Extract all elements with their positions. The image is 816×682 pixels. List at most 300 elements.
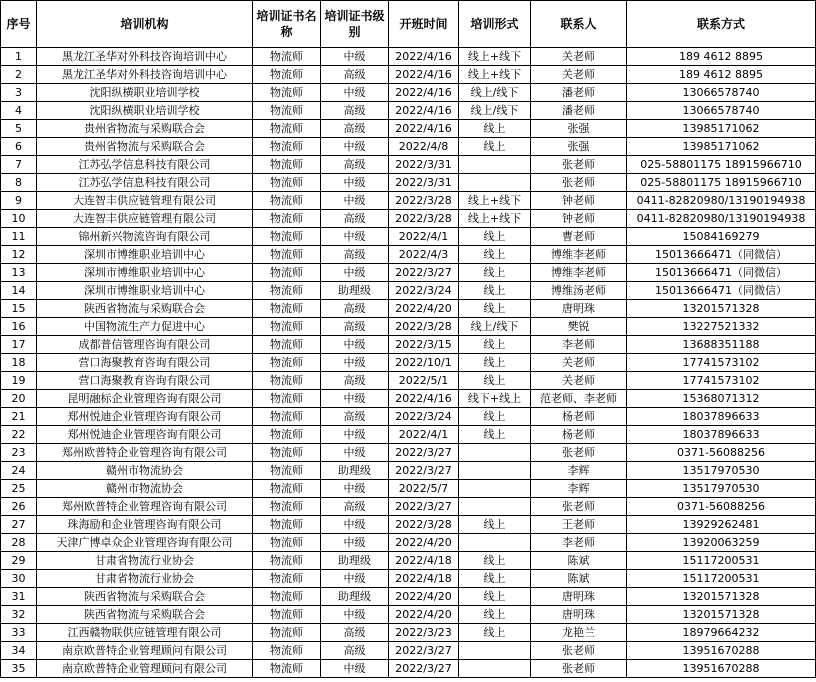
cell-no: 28 xyxy=(1,534,37,552)
cell-cert-name: 物流师 xyxy=(253,570,321,588)
cell-cert-name: 物流师 xyxy=(253,624,321,642)
cell-cert-level: 高级 xyxy=(321,642,389,660)
cell-no: 9 xyxy=(1,192,37,210)
table-row xyxy=(1,282,816,300)
cell-cert-name: 物流师 xyxy=(253,66,321,84)
cell-format: 线上 xyxy=(459,228,531,246)
table-row xyxy=(1,642,816,660)
cell-start-time: 2022/3/24 xyxy=(389,282,459,300)
cell-org: 深圳市博维职业培训中心 xyxy=(37,282,253,300)
cell-format: 线下+线上 xyxy=(459,390,531,408)
table-row xyxy=(1,552,816,570)
cell-start-time: 2022/3/31 xyxy=(389,156,459,174)
cell-contact: 陈斌 xyxy=(531,570,627,588)
cell-cert-name: 物流师 xyxy=(253,138,321,156)
cell-cert-name: 物流师 xyxy=(253,336,321,354)
cell-format: 线上 xyxy=(459,606,531,624)
cell-format: 线上 xyxy=(459,282,531,300)
cell-cert-name: 物流师 xyxy=(253,246,321,264)
cell-format: 线上/线下 xyxy=(459,318,531,336)
cell-phone: 13066578740 xyxy=(627,102,816,120)
cell-org: 贵州省物流与采购联合会 xyxy=(37,138,253,156)
cell-contact: 张老师 xyxy=(531,498,627,516)
cell-start-time: 2022/4/16 xyxy=(389,66,459,84)
cell-no: 34 xyxy=(1,642,37,660)
cell-cert-level: 高级 xyxy=(321,498,389,516)
cell-cert-level: 中级 xyxy=(321,444,389,462)
cell-org: 大连智丰供应链管理有限公司 xyxy=(37,192,253,210)
cell-org: 黑龙江圣华对外科技咨询培训中心 xyxy=(37,66,253,84)
cell-phone: 15084169279 xyxy=(627,228,816,246)
cell-cert-level: 高级 xyxy=(321,156,389,174)
cell-format: 线上+线下 xyxy=(459,192,531,210)
table-row xyxy=(1,480,816,498)
cell-contact: 曹老师 xyxy=(531,228,627,246)
cell-cert-name: 物流师 xyxy=(253,120,321,138)
cell-org: 江苏弘学信息科技有限公司 xyxy=(37,156,253,174)
cell-cert-level: 高级 xyxy=(321,102,389,120)
cell-no: 16 xyxy=(1,318,37,336)
cell-phone: 13920063259 xyxy=(627,534,816,552)
header-start-time: 开班时间 xyxy=(389,1,459,48)
cell-cert-name: 物流师 xyxy=(253,588,321,606)
cell-start-time: 2022/3/28 xyxy=(389,192,459,210)
cell-contact: 钟老师 xyxy=(531,210,627,228)
cell-contact: 博维李老师 xyxy=(531,246,627,264)
cell-no: 17 xyxy=(1,336,37,354)
cell-cert-level: 中级 xyxy=(321,516,389,534)
cell-start-time: 2022/5/1 xyxy=(389,372,459,390)
cell-format xyxy=(459,534,531,552)
cell-cert-name: 物流师 xyxy=(253,408,321,426)
cell-phone: 15117200531 xyxy=(627,552,816,570)
table-row xyxy=(1,300,816,318)
table-row xyxy=(1,606,816,624)
cell-format xyxy=(459,444,531,462)
cell-no: 2 xyxy=(1,66,37,84)
cell-cert-level: 中级 xyxy=(321,264,389,282)
cell-start-time: 2022/4/20 xyxy=(389,300,459,318)
cell-org: 沈阳纵横职业培训学校 xyxy=(37,84,253,102)
cell-start-time: 2022/4/16 xyxy=(389,102,459,120)
table-row xyxy=(1,66,816,84)
cell-cert-level: 高级 xyxy=(321,120,389,138)
cell-org: 大连智丰供应链管理有限公司 xyxy=(37,210,253,228)
cell-cert-name: 物流师 xyxy=(253,318,321,336)
cell-cert-level: 中级 xyxy=(321,426,389,444)
cell-no: 20 xyxy=(1,390,37,408)
cell-cert-name: 物流师 xyxy=(253,426,321,444)
cell-org: 郑州悦迪企业管理咨询有限公司 xyxy=(37,408,253,426)
table-row xyxy=(1,444,816,462)
table-row xyxy=(1,192,816,210)
cell-format: 线上 xyxy=(459,354,531,372)
cell-contact: 钟老师 xyxy=(531,192,627,210)
cell-format: 线上 xyxy=(459,516,531,534)
cell-contact: 王老师 xyxy=(531,516,627,534)
table-row xyxy=(1,588,816,606)
cell-contact: 李辉 xyxy=(531,462,627,480)
cell-phone: 13951670288 xyxy=(627,660,816,678)
cell-cert-level: 中级 xyxy=(321,390,389,408)
cell-contact: 张强 xyxy=(531,120,627,138)
table-row xyxy=(1,336,816,354)
cell-format: 线上 xyxy=(459,138,531,156)
cell-no: 23 xyxy=(1,444,37,462)
cell-cert-level: 助理级 xyxy=(321,282,389,300)
header-no: 序号 xyxy=(1,1,37,48)
cell-contact: 范老师、李老师 xyxy=(531,390,627,408)
cell-cert-level: 中级 xyxy=(321,480,389,498)
cell-cert-level: 中级 xyxy=(321,174,389,192)
cell-phone: 189 4612 8895 xyxy=(627,66,816,84)
cell-start-time: 2022/3/27 xyxy=(389,444,459,462)
cell-no: 30 xyxy=(1,570,37,588)
cell-format: 线上 xyxy=(459,552,531,570)
cell-no: 15 xyxy=(1,300,37,318)
cell-cert-level: 助理级 xyxy=(321,588,389,606)
cell-phone: 13517970530 xyxy=(627,480,816,498)
cell-contact: 李辉 xyxy=(531,480,627,498)
cell-no: 32 xyxy=(1,606,37,624)
cell-phone: 18037896633 xyxy=(627,426,816,444)
cell-format: 线上 xyxy=(459,426,531,444)
cell-format: 线上 xyxy=(459,264,531,282)
cell-org: 营口海聚教育咨询有限公司 xyxy=(37,372,253,390)
cell-contact: 张老师 xyxy=(531,642,627,660)
cell-contact: 杨老师 xyxy=(531,426,627,444)
cell-org: 成都普信管理咨询有限公司 xyxy=(37,336,253,354)
cell-no: 21 xyxy=(1,408,37,426)
cell-no: 31 xyxy=(1,588,37,606)
cell-no: 26 xyxy=(1,498,37,516)
cell-org: 郑州悦迪企业管理咨询有限公司 xyxy=(37,426,253,444)
cell-no: 29 xyxy=(1,552,37,570)
cell-format: 线上 xyxy=(459,570,531,588)
cell-no: 35 xyxy=(1,660,37,678)
cell-start-time: 2022/10/1 xyxy=(389,354,459,372)
cell-format: 线上 xyxy=(459,120,531,138)
cell-format: 线上 xyxy=(459,624,531,642)
cell-org: 江苏弘学信息科技有限公司 xyxy=(37,174,253,192)
cell-start-time: 2022/4/16 xyxy=(389,84,459,102)
cell-phone: 0371-56088256 xyxy=(627,498,816,516)
cell-phone: 13201571328 xyxy=(627,300,816,318)
cell-cert-level: 高级 xyxy=(321,210,389,228)
table-row xyxy=(1,570,816,588)
cell-cert-level: 中级 xyxy=(321,660,389,678)
cell-contact: 关老师 xyxy=(531,48,627,66)
cell-start-time: 2022/4/1 xyxy=(389,228,459,246)
cell-cert-level: 中级 xyxy=(321,138,389,156)
cell-phone: 15013666471（同微信） xyxy=(627,264,816,282)
cell-no: 11 xyxy=(1,228,37,246)
cell-no: 4 xyxy=(1,102,37,120)
table-row xyxy=(1,660,816,678)
table-row xyxy=(1,426,816,444)
cell-start-time: 2022/4/16 xyxy=(389,390,459,408)
cell-org: 江西赣物联供应链管理有限公司 xyxy=(37,624,253,642)
cell-cert-name: 物流师 xyxy=(253,282,321,300)
cell-phone: 13517970530 xyxy=(627,462,816,480)
cell-phone: 189 4612 8895 xyxy=(627,48,816,66)
cell-org: 营口海聚教育咨询有限公司 xyxy=(37,354,253,372)
cell-org: 赣州市物流协会 xyxy=(37,462,253,480)
cell-org: 贵州省物流与采购联合会 xyxy=(37,120,253,138)
cell-phone: 0371-56088256 xyxy=(627,444,816,462)
cell-start-time: 2022/5/7 xyxy=(389,480,459,498)
cell-cert-name: 物流师 xyxy=(253,264,321,282)
cell-no: 18 xyxy=(1,354,37,372)
cell-format: 线上/线下 xyxy=(459,102,531,120)
table-row xyxy=(1,624,816,642)
table-row xyxy=(1,174,816,192)
cell-no: 7 xyxy=(1,156,37,174)
cell-phone: 18979664232 xyxy=(627,624,816,642)
cell-phone: 13985171062 xyxy=(627,138,816,156)
cell-org: 锦州新兴物流咨询有限公司 xyxy=(37,228,253,246)
cell-phone: 0411-82820980/13190194938 xyxy=(627,192,816,210)
cell-cert-name: 物流师 xyxy=(253,48,321,66)
cell-format: 线上 xyxy=(459,408,531,426)
cell-cert-level: 中级 xyxy=(321,354,389,372)
cell-phone: 15013666471（同微信） xyxy=(627,282,816,300)
cell-cert-level: 中级 xyxy=(321,228,389,246)
cell-phone: 13688351188 xyxy=(627,336,816,354)
cell-cert-name: 物流师 xyxy=(253,642,321,660)
cell-start-time: 2022/3/15 xyxy=(389,336,459,354)
table-row xyxy=(1,534,816,552)
cell-contact: 张老师 xyxy=(531,156,627,174)
cell-cert-name: 物流师 xyxy=(253,210,321,228)
cell-phone: 0411-82820980/13190194938 xyxy=(627,210,816,228)
cell-start-time: 2022/3/28 xyxy=(389,318,459,336)
cell-contact: 唐明珠 xyxy=(531,606,627,624)
table-row xyxy=(1,102,816,120)
cell-cert-level: 高级 xyxy=(321,66,389,84)
cell-contact: 龙艳兰 xyxy=(531,624,627,642)
cell-org: 天津广博卓众企业管理咨询有限公司 xyxy=(37,534,253,552)
cell-no: 25 xyxy=(1,480,37,498)
cell-format: 线上 xyxy=(459,588,531,606)
cell-no: 10 xyxy=(1,210,37,228)
cell-no: 19 xyxy=(1,372,37,390)
cell-phone: 17741573102 xyxy=(627,354,816,372)
cell-no: 24 xyxy=(1,462,37,480)
cell-phone: 15117200531 xyxy=(627,570,816,588)
cell-org: 陕西省物流与采购联合会 xyxy=(37,588,253,606)
cell-org: 沈阳纵横职业培训学校 xyxy=(37,102,253,120)
cell-no: 8 xyxy=(1,174,37,192)
table-row xyxy=(1,264,816,282)
cell-contact: 陈斌 xyxy=(531,552,627,570)
cell-contact: 张老师 xyxy=(531,174,627,192)
cell-no: 33 xyxy=(1,624,37,642)
cell-contact: 张老师 xyxy=(531,660,627,678)
cell-contact: 张老师 xyxy=(531,444,627,462)
cell-cert-name: 物流师 xyxy=(253,102,321,120)
cell-cert-name: 物流师 xyxy=(253,354,321,372)
cell-phone: 17741573102 xyxy=(627,372,816,390)
cell-org: 陕西省物流与采购联合会 xyxy=(37,300,253,318)
table-row xyxy=(1,210,816,228)
cell-format xyxy=(459,480,531,498)
cell-org: 甘肃省物流行业协会 xyxy=(37,552,253,570)
cell-cert-level: 高级 xyxy=(321,318,389,336)
table-row xyxy=(1,462,816,480)
cell-format xyxy=(459,462,531,480)
cell-cert-level: 中级 xyxy=(321,84,389,102)
cell-start-time: 2022/3/24 xyxy=(389,408,459,426)
cell-cert-level: 高级 xyxy=(321,408,389,426)
cell-contact: 李老师 xyxy=(531,534,627,552)
cell-contact: 唐明珠 xyxy=(531,588,627,606)
cell-contact: 李老师 xyxy=(531,336,627,354)
header-org: 培训机构 xyxy=(37,1,253,48)
header-format: 培训形式 xyxy=(459,1,531,48)
cell-format: 线上+线下 xyxy=(459,48,531,66)
cell-start-time: 2022/4/20 xyxy=(389,534,459,552)
cell-format xyxy=(459,174,531,192)
cell-cert-level: 中级 xyxy=(321,606,389,624)
cell-org: 郑州欧普特企业管理咨询有限公司 xyxy=(37,498,253,516)
header-cert-level: 培训证书级别 xyxy=(321,1,389,48)
cell-start-time: 2022/3/28 xyxy=(389,210,459,228)
cell-start-time: 2022/4/20 xyxy=(389,606,459,624)
cell-cert-name: 物流师 xyxy=(253,390,321,408)
table-row xyxy=(1,408,816,426)
cell-start-time: 2022/3/28 xyxy=(389,516,459,534)
cell-org: 深圳市博维职业培训中心 xyxy=(37,264,253,282)
cell-contact: 关老师 xyxy=(531,372,627,390)
cell-contact: 张强 xyxy=(531,138,627,156)
cell-no: 22 xyxy=(1,426,37,444)
cell-format: 线上/线下 xyxy=(459,84,531,102)
cell-phone: 13929262481 xyxy=(627,516,816,534)
cell-org: 珠海励和企业管理咨询有限公司 xyxy=(37,516,253,534)
cell-cert-name: 物流师 xyxy=(253,192,321,210)
cell-cert-name: 物流师 xyxy=(253,372,321,390)
cell-format: 线上 xyxy=(459,336,531,354)
cell-cert-level: 高级 xyxy=(321,246,389,264)
cell-cert-name: 物流师 xyxy=(253,156,321,174)
cell-cert-name: 物流师 xyxy=(253,552,321,570)
cell-contact: 关老师 xyxy=(531,66,627,84)
cell-format: 线上+线下 xyxy=(459,210,531,228)
cell-contact: 博维汤老师 xyxy=(531,282,627,300)
cell-start-time: 2022/3/31 xyxy=(389,174,459,192)
cell-no: 12 xyxy=(1,246,37,264)
cell-start-time: 2022/3/27 xyxy=(389,264,459,282)
table-row xyxy=(1,84,816,102)
cell-cert-level: 中级 xyxy=(321,192,389,210)
cell-contact: 唐明珠 xyxy=(531,300,627,318)
table-row xyxy=(1,354,816,372)
cell-phone: 15013666471（同微信） xyxy=(627,246,816,264)
cell-cert-name: 物流师 xyxy=(253,444,321,462)
table-row xyxy=(1,498,816,516)
cell-cert-name: 物流师 xyxy=(253,174,321,192)
cell-start-time: 2022/3/27 xyxy=(389,462,459,480)
cell-org: 中国物流生产力促进中心 xyxy=(37,318,253,336)
cell-phone: 13201571328 xyxy=(627,606,816,624)
cell-no: 27 xyxy=(1,516,37,534)
table-row xyxy=(1,120,816,138)
table-row xyxy=(1,390,816,408)
table-row xyxy=(1,318,816,336)
cell-cert-name: 物流师 xyxy=(253,516,321,534)
cell-org: 甘肃省物流行业协会 xyxy=(37,570,253,588)
cell-format xyxy=(459,156,531,174)
cell-no: 14 xyxy=(1,282,37,300)
cell-cert-level: 高级 xyxy=(321,624,389,642)
cell-start-time: 2022/4/20 xyxy=(389,588,459,606)
cell-format xyxy=(459,660,531,678)
cell-cert-name: 物流师 xyxy=(253,84,321,102)
cell-start-time: 2022/3/27 xyxy=(389,498,459,516)
cell-phone: 025-58801175 18915966710 xyxy=(627,156,816,174)
cell-cert-level: 中级 xyxy=(321,534,389,552)
cell-contact: 樊锐 xyxy=(531,318,627,336)
cell-format: 线上 xyxy=(459,246,531,264)
cell-start-time: 2022/4/8 xyxy=(389,138,459,156)
cell-org: 陕西省物流与采购联合会 xyxy=(37,606,253,624)
cell-cert-name: 物流师 xyxy=(253,228,321,246)
cell-org: 深圳市博维职业培训中心 xyxy=(37,246,253,264)
cell-contact: 潘老师 xyxy=(531,102,627,120)
cell-format xyxy=(459,642,531,660)
cell-cert-level: 中级 xyxy=(321,570,389,588)
cell-format: 线上 xyxy=(459,372,531,390)
cell-cert-name: 物流师 xyxy=(253,498,321,516)
table-row xyxy=(1,48,816,66)
cell-cert-name: 物流师 xyxy=(253,462,321,480)
cell-no: 1 xyxy=(1,48,37,66)
cell-phone: 15368071312 xyxy=(627,390,816,408)
table-row xyxy=(1,156,816,174)
cell-phone: 18037896633 xyxy=(627,408,816,426)
cell-contact: 杨老师 xyxy=(531,408,627,426)
cell-phone: 13985171062 xyxy=(627,120,816,138)
cell-cert-level: 助理级 xyxy=(321,552,389,570)
cell-phone: 13951670288 xyxy=(627,642,816,660)
cell-cert-name: 物流师 xyxy=(253,480,321,498)
cell-start-time: 2022/4/18 xyxy=(389,552,459,570)
header-contact: 联系人 xyxy=(531,1,627,48)
cell-no: 6 xyxy=(1,138,37,156)
table-row xyxy=(1,516,816,534)
cell-format xyxy=(459,498,531,516)
cell-cert-name: 物流师 xyxy=(253,660,321,678)
cell-org: 昆明融标企业管理咨询有限公司 xyxy=(37,390,253,408)
cell-no: 5 xyxy=(1,120,37,138)
cell-cert-level: 助理级 xyxy=(321,462,389,480)
cell-org: 南京欧普特企业管理顾问有限公司 xyxy=(37,660,253,678)
cell-start-time: 2022/4/1 xyxy=(389,426,459,444)
cell-format: 线上 xyxy=(459,300,531,318)
header-row xyxy=(1,1,816,48)
cell-start-time: 2022/4/16 xyxy=(389,120,459,138)
table-row xyxy=(1,246,816,264)
cell-org: 郑州欧普特企业管理咨询有限公司 xyxy=(37,444,253,462)
cell-cert-level: 高级 xyxy=(321,372,389,390)
cell-cert-name: 物流师 xyxy=(253,300,321,318)
cell-contact: 博维李老师 xyxy=(531,264,627,282)
cell-contact: 关老师 xyxy=(531,354,627,372)
cell-cert-name: 物流师 xyxy=(253,606,321,624)
cell-no: 13 xyxy=(1,264,37,282)
cell-cert-level: 中级 xyxy=(321,336,389,354)
